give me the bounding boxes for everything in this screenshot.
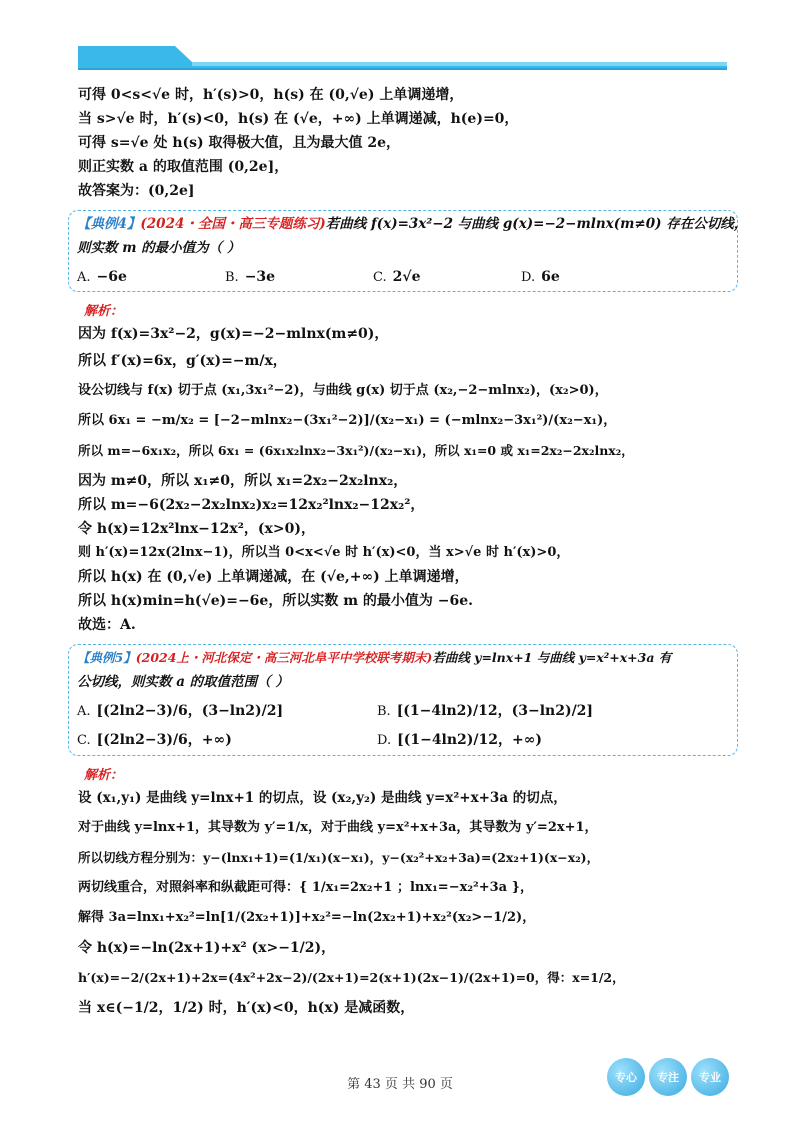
intro-block xyxy=(78,86,728,200)
choice-b[interactable]: B. [(1−4ln2)/12，(3−ln2)/2] xyxy=(377,703,594,719)
example-5-choices-row1 xyxy=(77,700,727,720)
example-4-choices xyxy=(77,266,727,285)
solution-line: 所以 6x₁ = −m/x₂ = [−2−mlnx₂−(3x₁²−2)]/(x₂−x₁) = (−mlnx₂−3x₁²)/(x₂−x₁)， xyxy=(78,413,617,428)
solution-line: 设公切线与 f(x) 切于点 (x₁,3x₁²−2)，与曲线 g(x) 切于点 (x₂,−2−mlnx₂)，(x₂>0)， xyxy=(78,383,608,398)
example-4-question-line2: 则实数 m 的最小值为（ ） xyxy=(77,240,241,256)
solution-4-title: 解析： xyxy=(84,304,124,319)
example-4-tag: 【典例4】 xyxy=(77,216,141,232)
example-5-source: (2024上・河北保定・高三河北阜平中学校联考期末) xyxy=(135,650,433,665)
example-5-tag: 【典例5】 xyxy=(77,650,136,665)
badge-zhuanxin: 专心 xyxy=(607,1058,645,1096)
intro-line: 则正实数 a 的取值范围 (0,2e]， xyxy=(78,159,289,175)
solution-line: 当 x∈(−1/2，1/2) 时，h′(x)<0，h(x) 是减函数， xyxy=(78,1000,415,1016)
intro-line: 故答案为：(0,2e] xyxy=(78,183,195,199)
solution-line: 解得 3a=lnx₁+x₂²=ln[1/(2x₂+1)]+x₂²=−ln(2x₂+1)+x₂²(x₂>−1/2)， xyxy=(78,910,536,925)
solution-line: 所以 m=−6(2x₂−2x₂lnx₂)x₂=12x₂²lnx₂−12x₂²， xyxy=(78,497,425,513)
choice-d[interactable]: D. 6e xyxy=(521,269,560,285)
solution-line: 两切线重合，对照斜率和纵截距可得：{ 1/x₁=2x₂+1 ；lnx₁=−x₂²+3a }， xyxy=(78,880,533,895)
choice-c[interactable]: C. 2√e xyxy=(373,269,421,285)
choice-a[interactable]: A. [(2ln2−3)/6，(3−ln2)/2] xyxy=(77,703,284,719)
intro-line: 可得 0<s<√e 时，h′(s)>0，h(s) 在 (0,√e) 上单调递增， xyxy=(78,87,464,103)
example-4-source: (2024・全国・高三专题练习) xyxy=(140,216,326,232)
solution-line: 令 h(x)=−ln(2x+1)+x² (x>−1/2)， xyxy=(78,940,336,956)
badge-zhuanzhu: 专注 xyxy=(649,1058,687,1096)
solution-line: 所以 m=−6x₁x₂，所以 6x₁ = (6x₁x₂lnx₂−3x₁²)/(x₂−x₁)，所以 x₁=0 或 x₁=2x₂−2x₂lnx₂， xyxy=(78,443,634,458)
solution-line: 故选：A. xyxy=(78,617,136,633)
choice-a[interactable]: A. −6e xyxy=(77,269,127,285)
solution-line: 因为 f(x)=3x²−2，g(x)=−2−mlnx(m≠0)， xyxy=(78,326,389,342)
example-5-question-line1: 若曲线 y=lnx+1 与曲线 y=x²+x+3a 有 xyxy=(432,650,672,665)
page-number: 第 43 页 共 90 页 xyxy=(347,1077,453,1092)
solution-5-title: 解析： xyxy=(84,768,124,783)
footer-badges xyxy=(607,1058,729,1096)
choice-c[interactable]: C. [(2ln2−3)/6，+∞) xyxy=(77,732,232,748)
example-5-choices-row2 xyxy=(77,729,727,749)
example-5-box xyxy=(68,644,738,756)
solution-line: 令 h(x)=12x²lnx−12x²，(x>0)， xyxy=(78,521,315,537)
example-5-question-line2: 公切线，则实数 a 的取值范围（ ） xyxy=(77,674,289,690)
intro-line: 当 s>√e 时，h′(s)<0，h(s) 在 (√e，+∞) 上单调递减，h(e)=0， xyxy=(78,111,519,127)
intro-line: 可得 s=√e 处 h(s) 取得极大值，且为最大值 2e， xyxy=(78,135,401,151)
choice-d[interactable]: D. [(1−4ln2)/12，+∞) xyxy=(377,732,543,748)
solution-line: 所以 h(x) 在 (0,√e) 上单调递减，在 (√e,+∞) 上单调递增， xyxy=(78,569,469,585)
solution-line: 所以切线方程分别为：y−(lnx₁+1)=(1/x₁)(x−x₁)，y−(x₂²+x₂+3a)=(2x₂+1)(x−x₂)， xyxy=(78,850,600,865)
header-banner xyxy=(0,0,800,80)
solution-line: 则 h′(x)=12x(2lnx−1)，所以当 0<x<√e 时 h′(x)<0，当 x>√e 时 h′(x)>0， xyxy=(78,545,570,560)
example-5-question xyxy=(77,649,727,667)
solution-line: 所以 f′(x)=6x，g′(x)=−m/x， xyxy=(78,353,287,369)
example-4-question-line1: 若曲线 f(x)=3x²−2 与曲线 g(x)=−2−mlnx(m≠0) 存在公切线， xyxy=(325,216,748,232)
solution-line: 所以 h(x)min=h(√e)=−6e，所以实数 m 的最小值为 −6e. xyxy=(78,593,474,609)
solution-line: 因为 m≠0，所以 x₁≠0，所以 x₁=2x₂−2x₂lnx₂， xyxy=(78,473,408,489)
solution-line: 设 (x₁,y₁) 是曲线 y=lnx+1 的切点，设 (x₂,y₂) 是曲线 y=x²+x+3a 的切点， xyxy=(78,790,567,806)
choice-b[interactable]: B. −3e xyxy=(225,269,276,285)
example-4-box xyxy=(68,210,748,292)
example-4-question xyxy=(77,215,748,233)
solution-5 xyxy=(78,764,728,1017)
solution-line: h′(x)=−2/(2x+1)+2x=(4x²+2x−2)/(2x+1)=2(x+1)(2x−1)/(2x+1)=0，得：x=1/2， xyxy=(78,970,625,985)
page-content xyxy=(77,86,748,1017)
badge-zhuanye: 专业 xyxy=(691,1058,729,1096)
solution-line: 对于曲线 y=lnx+1，其导数为 y′=1/x，对于曲线 y=x²+x+3a，其导数为 y′=2x+1， xyxy=(78,820,598,835)
solution-4 xyxy=(78,300,728,634)
